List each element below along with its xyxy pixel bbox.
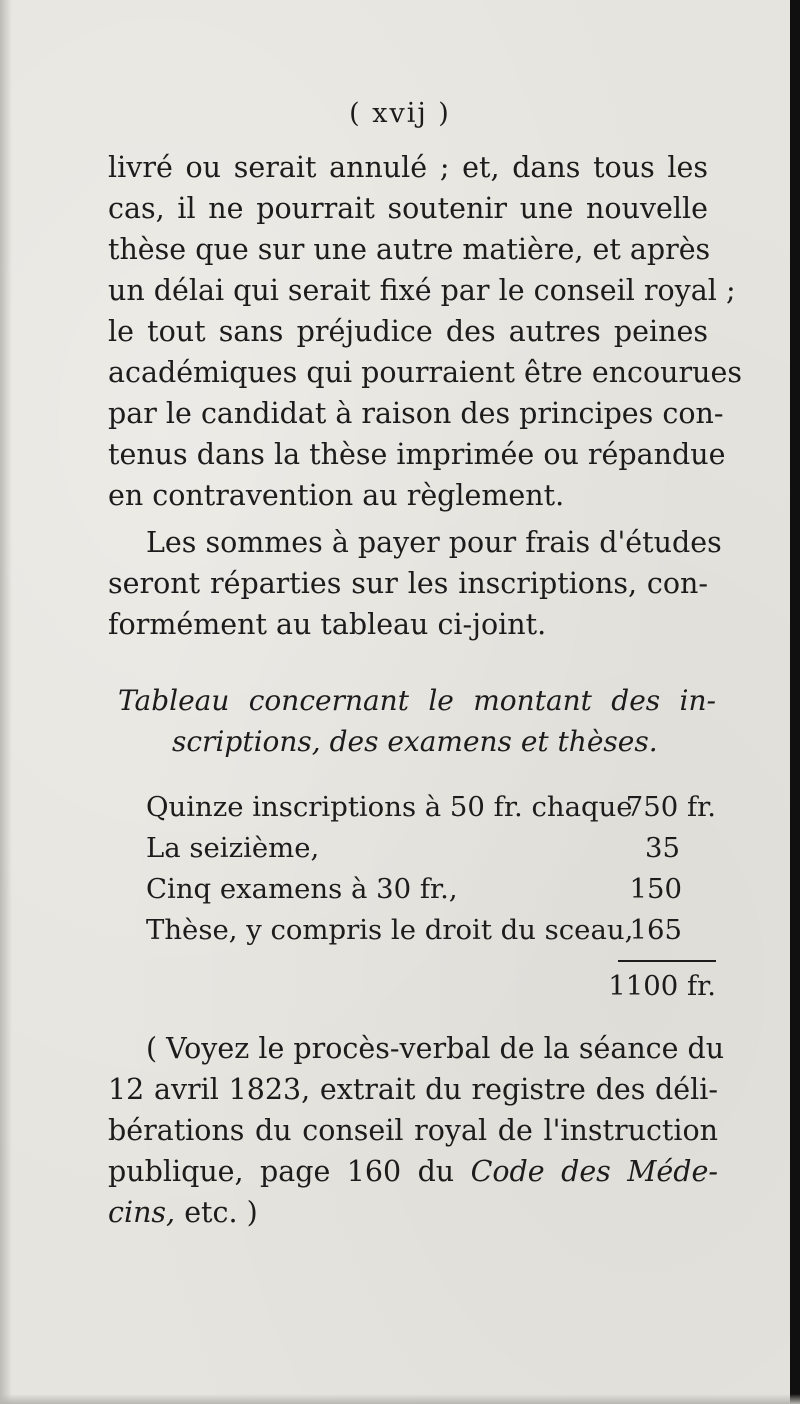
book-title-text: Code des Méde- [470, 1155, 719, 1188]
text-line: formément au tableau ci-joint. [108, 608, 547, 641]
fee-label: Thèse, y compris le droit du sceau, [146, 914, 634, 946]
book-title-text: cins, [108, 1196, 176, 1229]
sum-rule [618, 960, 716, 962]
note-line [108, 1151, 718, 1192]
page-number-header: ( xvij ) [349, 98, 451, 129]
page-left-edge-shadow [0, 0, 12, 1404]
note-line: bérations du conseil royal de l'instruction [108, 1114, 718, 1147]
fee-amount: 35 [645, 832, 680, 864]
text-line: livré ou serait annulé ; et, dans tous les [108, 151, 708, 184]
page-bottom-edge-shadow [0, 1394, 800, 1404]
text-line: académiques qui pourraient être encourues [108, 356, 742, 389]
note-line: 12 avril 1823, extrait du registre des déli- [108, 1073, 718, 1106]
table-title: Tableau concernant le montant des in- [118, 684, 716, 717]
text-line: un délai qui serait fixé par le conseil royal ; [108, 274, 736, 307]
text-line: Les sommes à payer pour frais d'études [146, 526, 722, 559]
fee-amount: 750 fr. [625, 791, 716, 823]
text-line: en contravention au règlement. [108, 479, 565, 512]
text-line: thèse que sur une autre matière, et après [108, 233, 711, 266]
text-line: seront réparties sur les inscriptions, con- [108, 567, 708, 600]
fee-amount: 150 [629, 873, 682, 905]
table-title: scriptions, des examens et thèses. [172, 725, 658, 758]
text-line: tenus dans la thèse imprimée ou répandue [108, 438, 726, 471]
note-text: publique, page 160 du [108, 1155, 455, 1188]
fee-label: Cinq examens à 30 fr., [146, 873, 458, 905]
fee-total: 1100 fr. [608, 970, 716, 1002]
page-right-edge-border [790, 0, 800, 1404]
note-text: etc. ) [184, 1196, 258, 1229]
fee-label: La seizième, [146, 832, 320, 864]
text-line: par le candidat à raison des principes con- [108, 397, 724, 430]
note-line [108, 1192, 708, 1233]
text-line: cas, il ne pourrait soutenir une nouvelle [108, 192, 708, 225]
fee-label: Quinze inscriptions à 50 fr. chaque [146, 791, 633, 823]
fee-amount: 165 [629, 914, 682, 946]
text-line: le tout sans préjudice des autres peines [108, 315, 708, 348]
note-line: ( Voyez le procès-verbal de la séance du [146, 1032, 725, 1065]
